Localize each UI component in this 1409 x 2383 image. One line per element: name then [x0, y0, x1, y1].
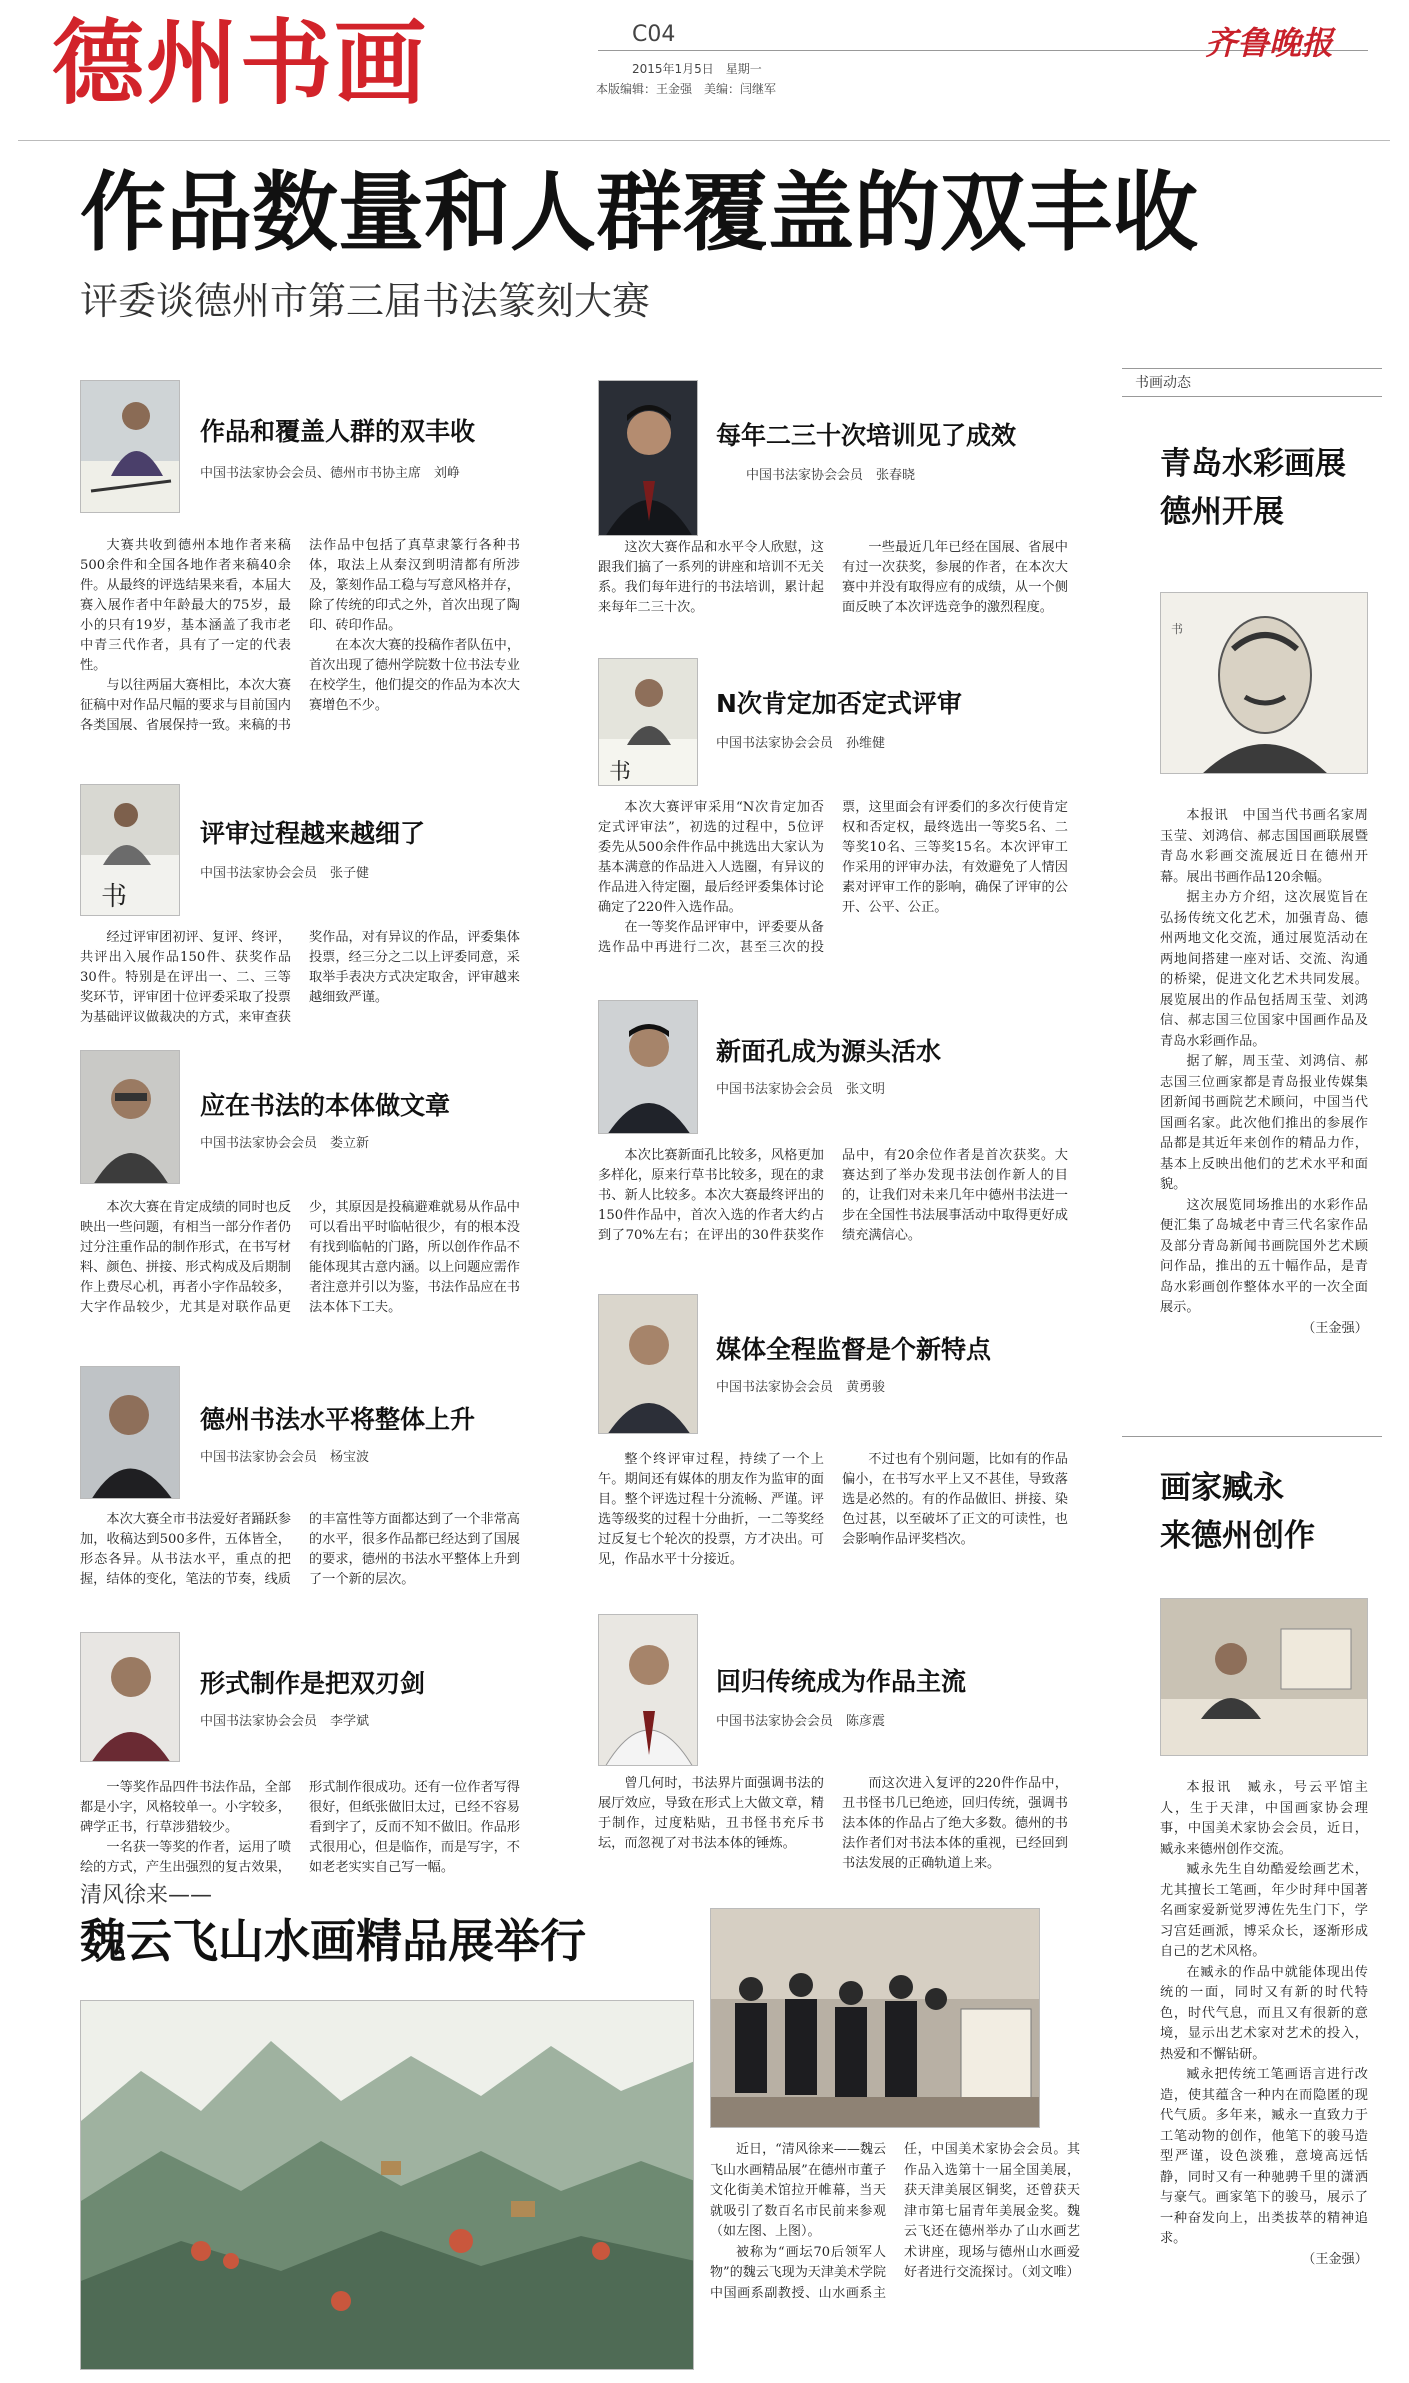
- article-body: 本次比赛新面孔比较多，风格更加多样化，原来行草书比较多，现在的隶书、新人比较多。本次大赛最终评出的150件作品中，首次入选的作者大约占到了70%左右；在评出的30件获奖作品中，有20余位作者是首次获奖。大赛达到了举办发现书法创作新人的目的，让我们对未来几年中德州书法进一步在全国性书法展事活动中取得更好成绩充满信心。: [598, 1148, 1068, 1243]
- editors-credit: 本版编辑：王金强 美编：闫继军: [596, 82, 777, 96]
- author-photo-yang-baobo: [80, 1366, 180, 1499]
- sidebar-news-title: 青岛水彩画展 德州开展: [1160, 446, 1346, 530]
- author-photo-zhang-wenming: [598, 1000, 698, 1134]
- article-author: 中国书法家协会会员 张文明: [716, 1082, 886, 1097]
- article-title: N次肯定加否定式评审: [716, 689, 962, 718]
- svg-text:书: 书: [609, 760, 632, 785]
- article-body: 本次大赛在肯定成绩的同时也反映出一些问题，有相当一部分作者仍过分注重作品的制作形式，在书写材料、颜色、拼接、形式构成及后期制作上费尽心机，再者小字作品较多，大字作品较少，尤其是对联作品更少，其原因是投稿避难就易从作品中可以看出平时临帖很少，有的根本没有找到临帖的门路，所以创作作品不能体现其古意内涵。以上问题应需作者注意并引以为鉴，书法作品应在书法本体下工夫。: [80, 1200, 520, 1315]
- exhibition-kicker: 清风徐来——: [80, 1883, 213, 1908]
- article-author: 中国书法家协会会员 杨宝波: [200, 1450, 370, 1465]
- article-body: 经过评审团初评、复评、终评，共评出入展作品150件、获奖作品30件。特别是在评出一、二、三等奖环节，评审团十位评委采取了投票为基础评议做裁决的方式，来审查获奖作品，对有异议的作品，评委集体投票，经三分之二以上评委同意，采取举手表决方式决定取舍，评审越来越细致严谨。: [80, 930, 520, 1025]
- exhibition-body: 近日，“清风徐来——魏云飞山水画精品展”在德州市董子文化街美术馆拉开帷幕，当天就吸引了数百名市民前来参观（如左图、上图）。 被称为“画坛70后领军人物”的魏云飞现为天津美术学院中国画系副教授、山水画系主任，中国美术家协会会员。其作品入选第十一届全国美展，获天津美展区铜奖，还曾获天津市第七届青年美展金奖。魏云飞还在德州举办了山水画艺术讲座，现场与德州山水画爱好者进行交流探讨。（刘文唯）: [710, 2142, 1080, 2301]
- article-title: 媒体全程监督是个新特点: [716, 1335, 992, 1364]
- sidebar-photo-artist-painting: [1160, 1598, 1368, 1756]
- exhibition-title: 魏云飞山水画精品展举行: [80, 1914, 586, 1968]
- author-photo-liu-zheng: [80, 380, 180, 513]
- article-title: 形式制作是把双刃剑: [200, 1669, 426, 1698]
- article-title: 每年二三十次培训见了成效: [716, 421, 1017, 450]
- sidebar-label: 书画动态: [1135, 375, 1191, 391]
- issue-date: 2015年1月5日 星期一: [632, 62, 762, 76]
- article-body: 一等奖作品四件书法作品，全部都是小字，风格较单一。小字较多，碑学正书，行草涉猎较少。 一名获一等奖的作者，运用了喷绘的方式，产生出强烈的复古效果，形式制作很成功。还有一位作者写得很好，但纸张做旧太过，已经不容易看到字了，反而不知不做旧。作品形式很用心，但是临作，而是写字，不如老老实实自己写一幅。: [80, 1780, 520, 1875]
- article-body: 本次大赛全市书法爱好者踊跃参加，收稿达到500多件，五体皆全，形态各异。从书法水平，重点的把握，结体的变化，笔法的节奏，线质的丰富性等方面都达到了一个非常高的水平，很多作品都已经达到了国展的要求，德州的书法水平整体上升到了一个新的层次。: [80, 1512, 520, 1587]
- article-title: 新面孔成为源头活水: [716, 1037, 942, 1066]
- article-title: 回归传统成为作品主流: [716, 1667, 967, 1696]
- article-title: 德州书法水平将整体上升: [200, 1405, 476, 1434]
- sidebar-news-body: 本报讯 中国当代书画名家周玉莹、刘鸿信、郝志国国画联展暨青岛水彩画交流展近日在德州开幕。展出书画作品120余幅。 据主办方介绍，这次展览旨在弘扬传统文化艺术，加强青岛、德州两地文化交流，通过展览活动在两地间搭建一座对话、交流、沟通的桥梁，促进文化艺术共同发展。展览展出的作品包括周玉莹、刘鸿信、郝志国三位国家中国画作品及青岛水彩画作品。 据了解，周玉莹、刘鸿信、郝志国三位画家都是青岛报业传媒集团新闻书画院艺术顾问，中国当代国画名家。此次他们推出的参展作品都是其近年来创作的精品力作，基本上反映出他们的艺术水平和面貌。 这次展览同场推出的水彩作品便汇集了岛城老中青三代名家作品及部分青岛新闻书画院国外艺术顾问作品，推出的五十幅作品，是青岛水彩画创作整体水平的一次全面展示。 （王金强）: [1160, 808, 1368, 1336]
- author-photo-lou-lixin: [80, 1050, 180, 1184]
- sidebar-news-body: 本报讯 臧永，号云平馆主人，生于天津，中国画家协会理事，中国美术家协会会员，近日，臧永来德州创作交流。 臧永先生自幼酷爱绘画艺术，尤其擅长工笔画，年少时拜中国著名画家爱新觉罗溥佐先生门下，学习宫廷画派，博采众长，逐渐形成自己的艺术风格。 在臧永的作品中就能体现出传统的一面，同时又有新的时代特色，时代气息，而且又有很新的意境，显示出艺术家对艺术的投入，热爱和不懈钻研。 臧永把传统工笔画语言进行改造，使其蕴含一种内在而隐匿的现代气质。多年来，臧永一直致力于工笔动物的创作，他笔下的骏马造型严谨，设色淡雅，意境高远恬静，同时又有一种驰骋千里的潇洒与豪气。画家笔下的骏马，展示了一种奋发向上，出类拔萃的精神追求。 （王金强）: [1160, 1780, 1368, 2267]
- article-body: 本次大赛评审采用“N次肯定加否定式评审法”，初选的过程中，5位评委先从500余件作品中挑选出大家认为基本满意的作品进入人选圈，有异议的作品进入待定圈，最后经评委集体讨论确定了220件入选作品。 在一等奖作品评审中，评委要从备选作品中再进行二次，甚至三次的投票，这里面会有评委们的多次行使肯定权和否定权，最终选出一等奖5名、二等奖10名、三等奖15名。本次评审工作采用的评审办法，有效避免了人情因素对评审工作的影响，确保了评审的公开、公平、公正。: [598, 800, 1068, 955]
- article-author: 中国书法家协会会员 娄立新: [200, 1136, 370, 1151]
- article-body: 整个终评审过程，持续了一个上午。期间还有媒体的朋友作为监审的面目。整个评选过程十分流畅、严谨。评选等级奖的过程十分曲折，一二等奖经过反复七个轮次的投票，方才决出。可见，作品水平十分接近。 不过也有个别问题，比如有的作品偏小，在书写水平上又不甚佳，导致落选是必然的。有的作品做旧、拼接、染色过甚，以至破坏了正文的可读性，也会影响作品评奖档次。: [598, 1452, 1068, 1567]
- article-title: 应在书法的本体做文章: [200, 1091, 451, 1120]
- exhibition-visitors-photo: [710, 1908, 1040, 2128]
- page-code: C04: [632, 22, 676, 47]
- author-photo-huang-yongjun: [598, 1294, 698, 1434]
- masthead: 德州书画: [52, 10, 429, 117]
- article-author: 中国书法家协会会员 李学斌: [200, 1714, 370, 1729]
- author-photo-zhang-chunxiao: [598, 380, 698, 536]
- article-author: 中国书法家协会会员 陈彦震: [716, 1714, 886, 1729]
- article-author: 中国书法家协会会员 张春晓: [746, 468, 916, 483]
- author-photo-li-xuebin: [80, 1632, 180, 1762]
- paper-logo: 齐鲁晚报: [1205, 24, 1334, 62]
- sub-headline: 评委谈德州市第三届书法篆刻大赛: [80, 279, 651, 323]
- article-author: 中国书法家协会会员 张子健: [200, 866, 370, 881]
- article-title: 作品和覆盖人群的双丰收: [200, 417, 476, 446]
- svg-text:书: 书: [1171, 622, 1184, 636]
- article-body: 曾几何时，书法界片面强调书法的展厅效应，导致在形式上大做文章，精于制作，过度粘贴，丑书怪书充斥书坛，而忽视了对书法本体的锤炼。 而这次进入复评的220件作品中，丑书怪书几已绝迹，回归传统，强调书法本体的作品占了绝大多数。德州的书法作者们对书法本体的重视，已经回到书法发展的正确轨道上来。: [598, 1776, 1068, 1871]
- sidebar-news-title: 画家臧永 来德州创作: [1160, 1470, 1315, 1554]
- article-author: 中国书法家协会会员 黄勇骏: [716, 1380, 886, 1395]
- article-title: 评审过程越来越细了: [200, 819, 426, 848]
- article-author: 中国书法家协会会员 孙维健: [716, 736, 886, 751]
- article-body: 大赛共收到德州本地作者来稿500余件和全国各地作者来稿40余件。从最终的评选结果来看，本届大赛入展作者中年龄最大的75岁，最小的只有19岁，基本涵盖了我市老中青三代作者，具有了一定的代表性。 与以往两届大赛相比，本次大赛征稿中对作品尺幅的要求与目前国内各类国展、省展保持一致。来稿的书法作品中包括了真草隶篆行各种书体，取法上从秦汉到明清都有所涉及，篆刻作品工稳与写意风格并存，除了传统的印式之外，首次出现了陶印、砖印作品。 在本次大赛的投稿作者队伍中，首次出现了德州学院数十位书法专业在校学生，他们提交的作品为本次大赛增色不少。: [80, 538, 520, 733]
- article-author: 中国书法家协会会员、德州市书协主席 刘峥: [200, 466, 461, 481]
- main-headline: 作品数量和人群覆盖的双丰收: [80, 163, 1198, 263]
- author-photo-zhang-zijian: [80, 784, 180, 916]
- sidebar-photo-portrait-painting: [1160, 592, 1368, 774]
- author-photo-sun-weijian: [598, 658, 698, 786]
- svg-text:书: 书: [101, 882, 128, 912]
- author-photo-chen-yanzhen: [598, 1614, 698, 1766]
- landscape-painting-photo: [80, 2000, 694, 2370]
- article-body: 这次大赛作品和水平令人欣慰，这跟我们搞了一系列的讲座和培训不无关系。我们每年进行的书法培训，累计起来每年二三十次。 一些最近几年已经在国展、省展中有过一次获奖，参展的作者，在本次大赛中并没有取得应有的成绩，从一个侧面反映了本次评选竞争的激烈程度。: [598, 540, 1068, 615]
